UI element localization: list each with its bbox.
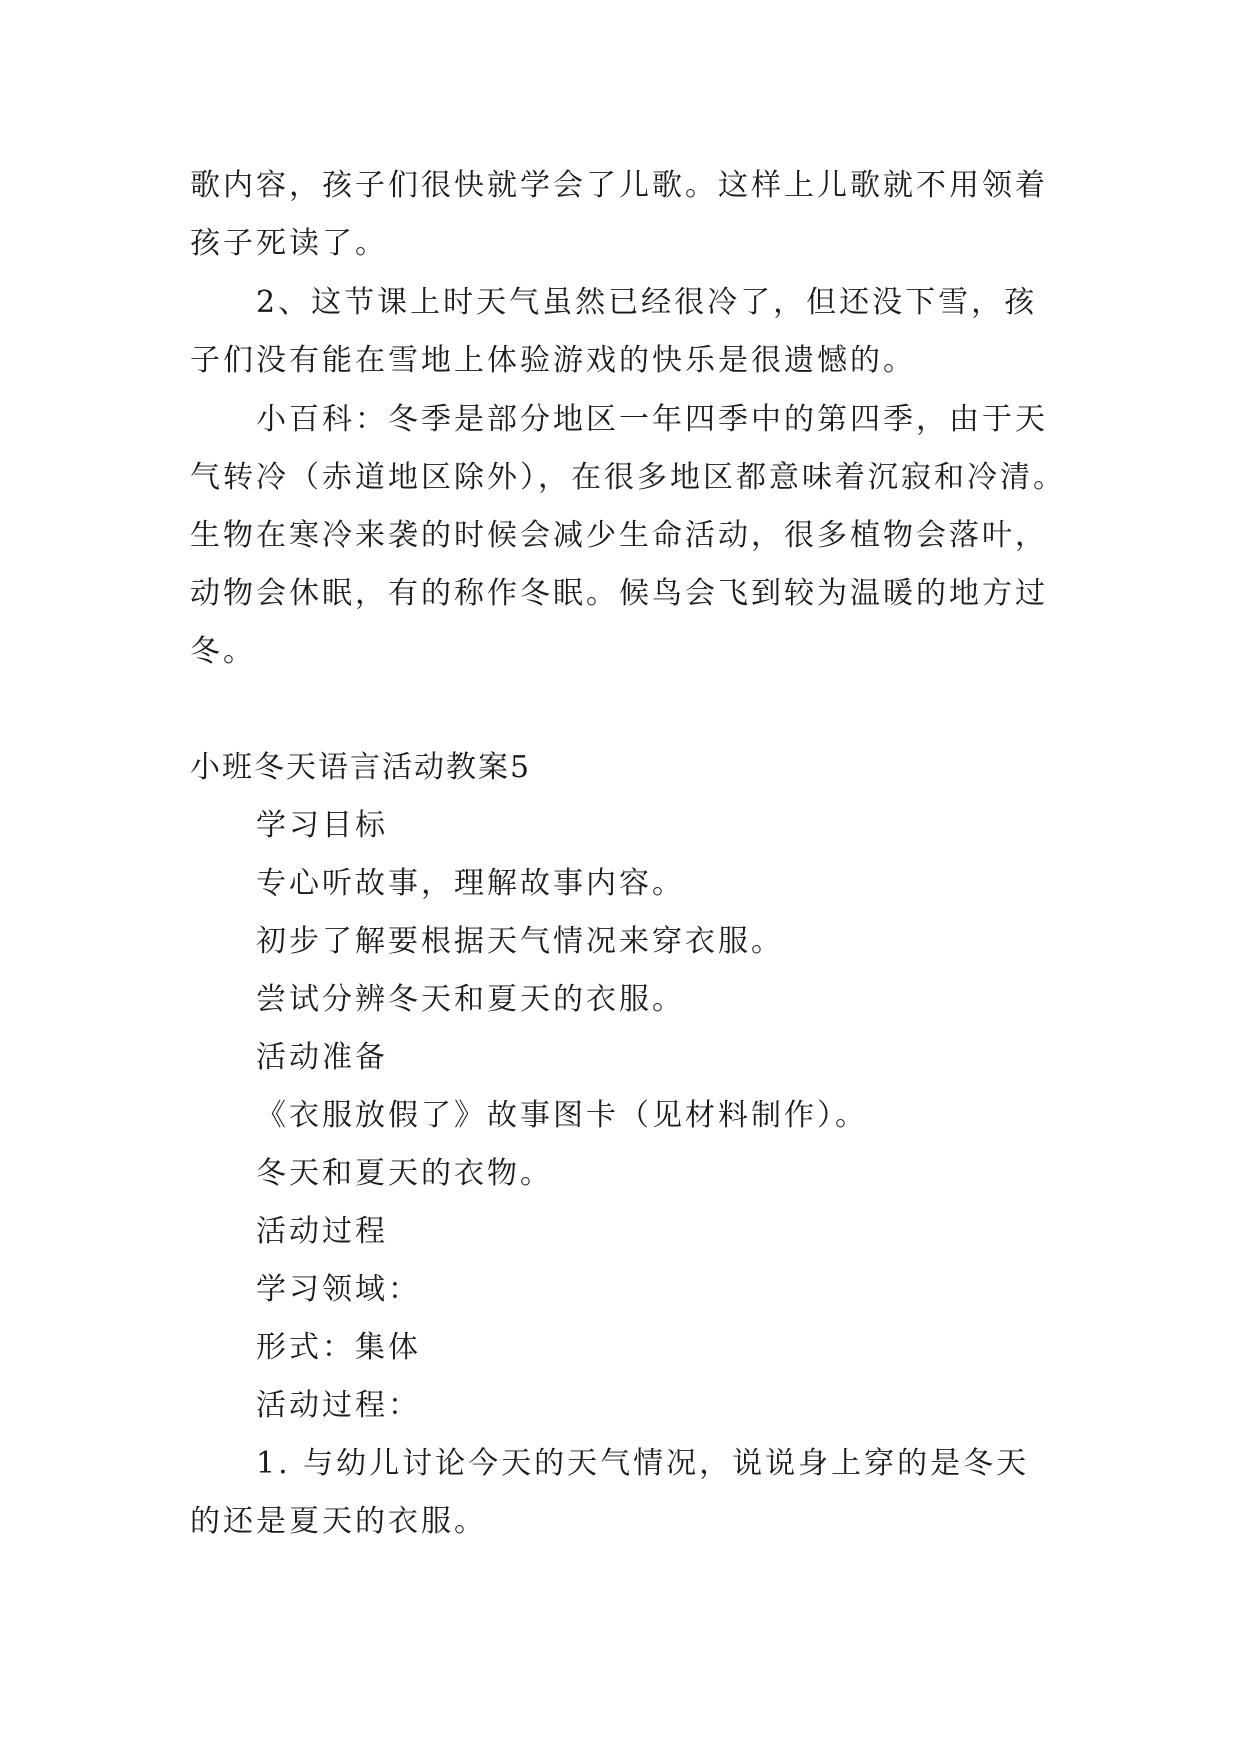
text-line: 2、这节课上时天气虽然已经很冷了，但还没下雪，孩	[256, 285, 1038, 320]
text-line: 孩子死读了。	[190, 226, 388, 261]
list-item: 形式：集体	[256, 1330, 421, 1365]
encyclopedia-paragraph	[190, 391, 1066, 681]
step-1-paragraph	[190, 1435, 1050, 1551]
text-line: 子们没有能在雪地上体验游戏的快乐是很遗憾的。	[190, 343, 916, 378]
text-line: 歌内容，孩子们很快就学会了儿歌。这样上儿歌就不用领着	[190, 168, 1048, 203]
text-line: 1. 与幼儿讨论今天的天气情况，说说身上穿的是冬天	[256, 1446, 1030, 1481]
section-heading-block	[190, 739, 1050, 797]
list-item: 初步了解要根据天气情况来穿衣服。	[256, 924, 784, 959]
intro-paragraph	[190, 157, 1050, 273]
list-item: 活动过程：	[256, 1388, 421, 1423]
list-item: 学习目标	[256, 808, 388, 843]
list-item: 活动准备	[256, 1040, 388, 1075]
list-item: 尝试分辨冬天和夏天的衣服。	[256, 982, 685, 1017]
text-line: 小百科：冬季是部分地区一年四季中的第四季，由于天	[256, 402, 1048, 437]
list-item: 学习领域：	[256, 1272, 421, 1307]
text-line: 的还是夏天的衣服。	[190, 1504, 487, 1539]
text-line: 气转冷（赤道地区除外），在很多地区都意味着沉寂和冷清。	[190, 460, 1066, 495]
text-line: 生物在寒冷来袭的时候会减少生命活动，很多植物会落叶，	[190, 518, 1048, 553]
reflection-paragraph	[190, 274, 1050, 390]
section-body	[190, 797, 1050, 1435]
section-title: 小班冬天语言活动教案5	[190, 750, 532, 785]
list-item: 活动过程	[256, 1214, 388, 1249]
list-item: 冬天和夏天的衣物。	[256, 1156, 553, 1191]
list-item: 专心听故事，理解故事内容。	[256, 866, 685, 901]
text-line: 动物会休眠，有的称作冬眠。候鸟会飞到较为温暖的地方过	[190, 576, 1048, 611]
list-item: 《衣服放假了》故事图卡（见材料制作）。	[256, 1098, 868, 1133]
text-line: 冬。	[190, 634, 256, 669]
